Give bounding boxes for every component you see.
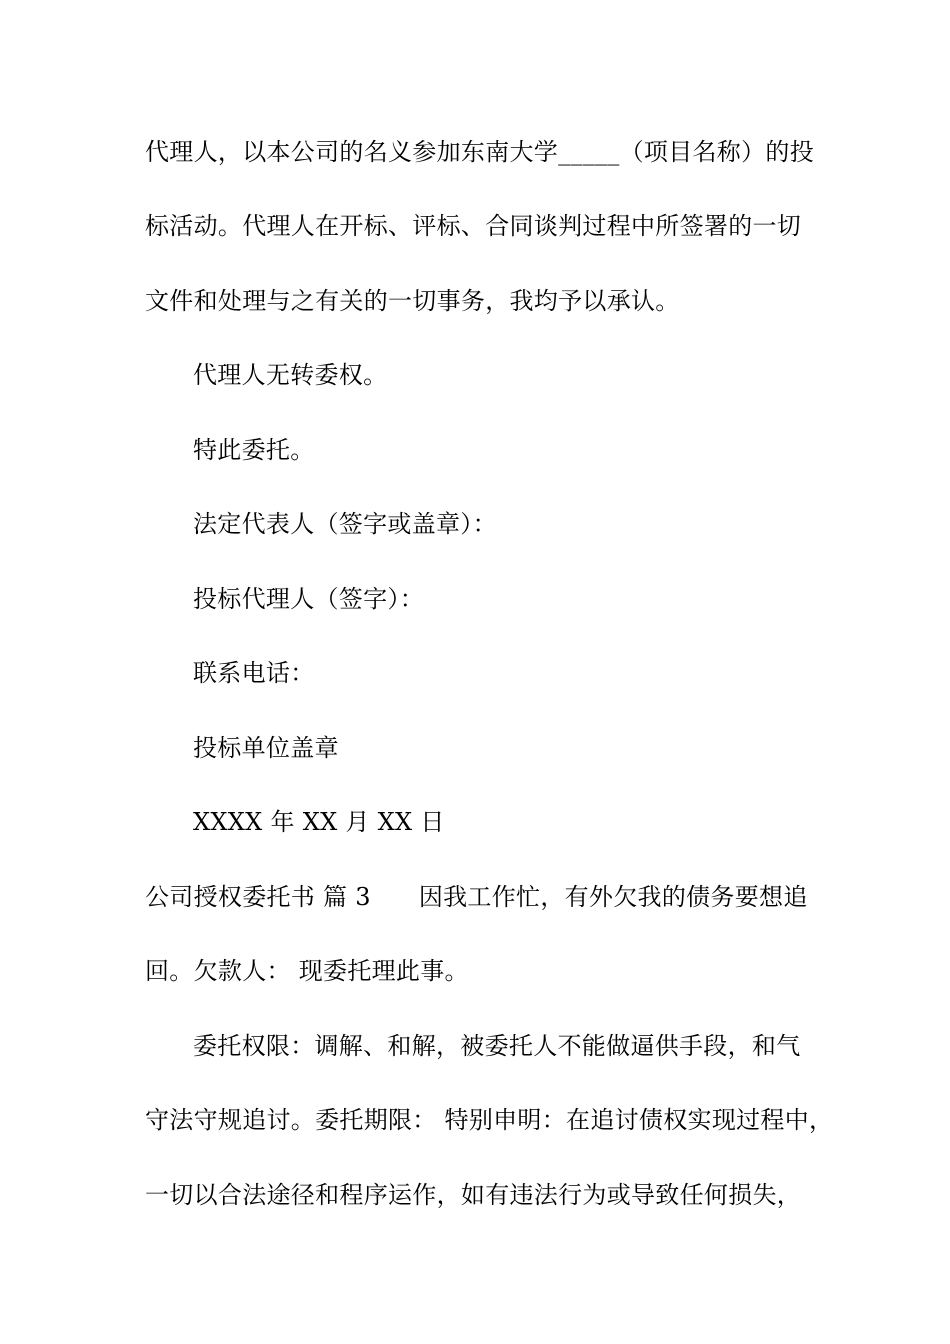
paragraph-line: 文件和处理与之有关的一切事务，我均予以承认。 [145, 287, 680, 315]
section-heading-line [145, 882, 808, 912]
company-seal-line: 投标单位盖章 [193, 734, 339, 762]
date-line: XXXX 年 XX 月 XX 日 [193, 808, 445, 836]
section-intro-text: 因我工作忙，有外欠我的债务要想追 [418, 883, 808, 911]
section-heading: 公司授权委托书 篇 3 [145, 883, 371, 911]
paragraph-line: 一切以合法途径和程序运作，如有违法行为或导致任何损失， [145, 1181, 802, 1209]
paragraph-line: 代理人，以本公司的名义参加东南大学_____（项目名称）的投 [145, 138, 814, 166]
legal-representative-signature-line: 法定代表人（签字或盖章）： [193, 510, 497, 538]
paragraph-line: 守法守规追讨。委托期限： 特别申明：在追讨债权实现过程中， [145, 1106, 834, 1134]
paragraph-line: 代理人无转委权。 [193, 361, 388, 389]
phone-line: 联系电话： [193, 659, 315, 687]
paragraph-line: 标活动。代理人在开标、评标、合同谈判过程中所签署的一切 [145, 212, 802, 240]
paragraph-line: 特此委托。 [193, 436, 315, 464]
paragraph-line: 委托权限：调解、和解，被委托人不能做逼供手段，和气 [193, 1032, 801, 1060]
paragraph-line: 回。欠款人： 现委托理此事。 [145, 957, 469, 985]
agent-signature-line: 投标代理人（签字）： [193, 585, 424, 613]
